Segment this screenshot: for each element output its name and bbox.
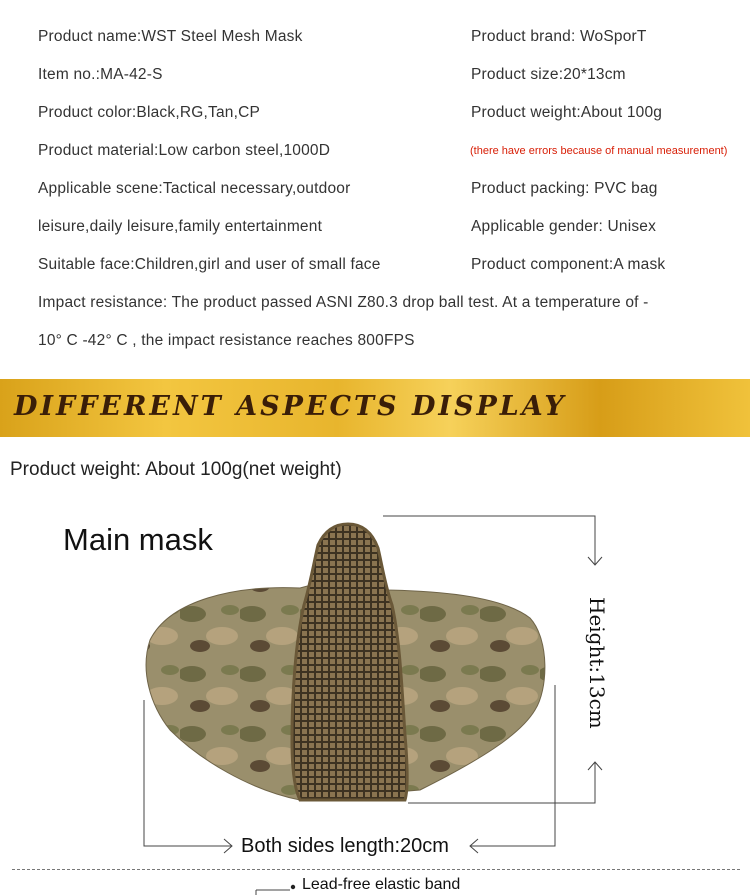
spec-color: Product color:Black,RG,Tan,CP <box>38 104 261 121</box>
height-dimension-top <box>383 516 595 565</box>
spec-material: Product material:Low carbon steel,1000D <box>38 142 331 159</box>
height-label: Height:13cm <box>585 597 609 729</box>
elastic-band-dot <box>291 885 295 889</box>
main-mask-title: Main mask <box>63 522 213 557</box>
spec-item-no: Item no.:MA-42-S <box>38 66 163 83</box>
mask-mesh <box>292 524 407 800</box>
spec-impact-line2: 10° C -42° C , the impact resistance reaches 800FPS <box>38 332 415 349</box>
spec-weight-note: (there have errors because of manual measurement) <box>470 145 728 157</box>
spec-component: Product component:A mask <box>471 256 666 273</box>
spec-weight: Product weight:About 100g <box>471 104 663 121</box>
spec-packing: Product packing: PVC bag <box>471 180 658 197</box>
spec-size: Product size:20*13cm <box>471 66 626 83</box>
spec-scene-line1: Applicable scene:Tactical necessary,outdoor <box>38 180 351 197</box>
spec-product-name: Product name:WST Steel Mesh Mask <box>38 28 303 45</box>
net-weight-line: Product weight: About 100g(net weight) <box>10 459 342 480</box>
banner-title: DIFFERENT ASPECTS DISPLAY <box>14 391 567 422</box>
section-divider <box>12 869 740 870</box>
spec-impact-line1: Impact resistance: The product passed ASNI Z80.3 drop ball test. At a temperature of - <box>38 294 649 311</box>
length-label: Both sides length:20cm <box>241 835 449 857</box>
spec-gender: Applicable gender: Unisex <box>471 218 657 235</box>
spec-scene-line2: leisure,daily leisure,family entertainment <box>38 218 323 235</box>
spec-suitable-face: Suitable face:Children,girl and user of small face <box>38 256 381 273</box>
spec-brand: Product brand: WoSporT <box>471 28 647 45</box>
elastic-band-label: Lead-free elastic band <box>302 876 461 893</box>
